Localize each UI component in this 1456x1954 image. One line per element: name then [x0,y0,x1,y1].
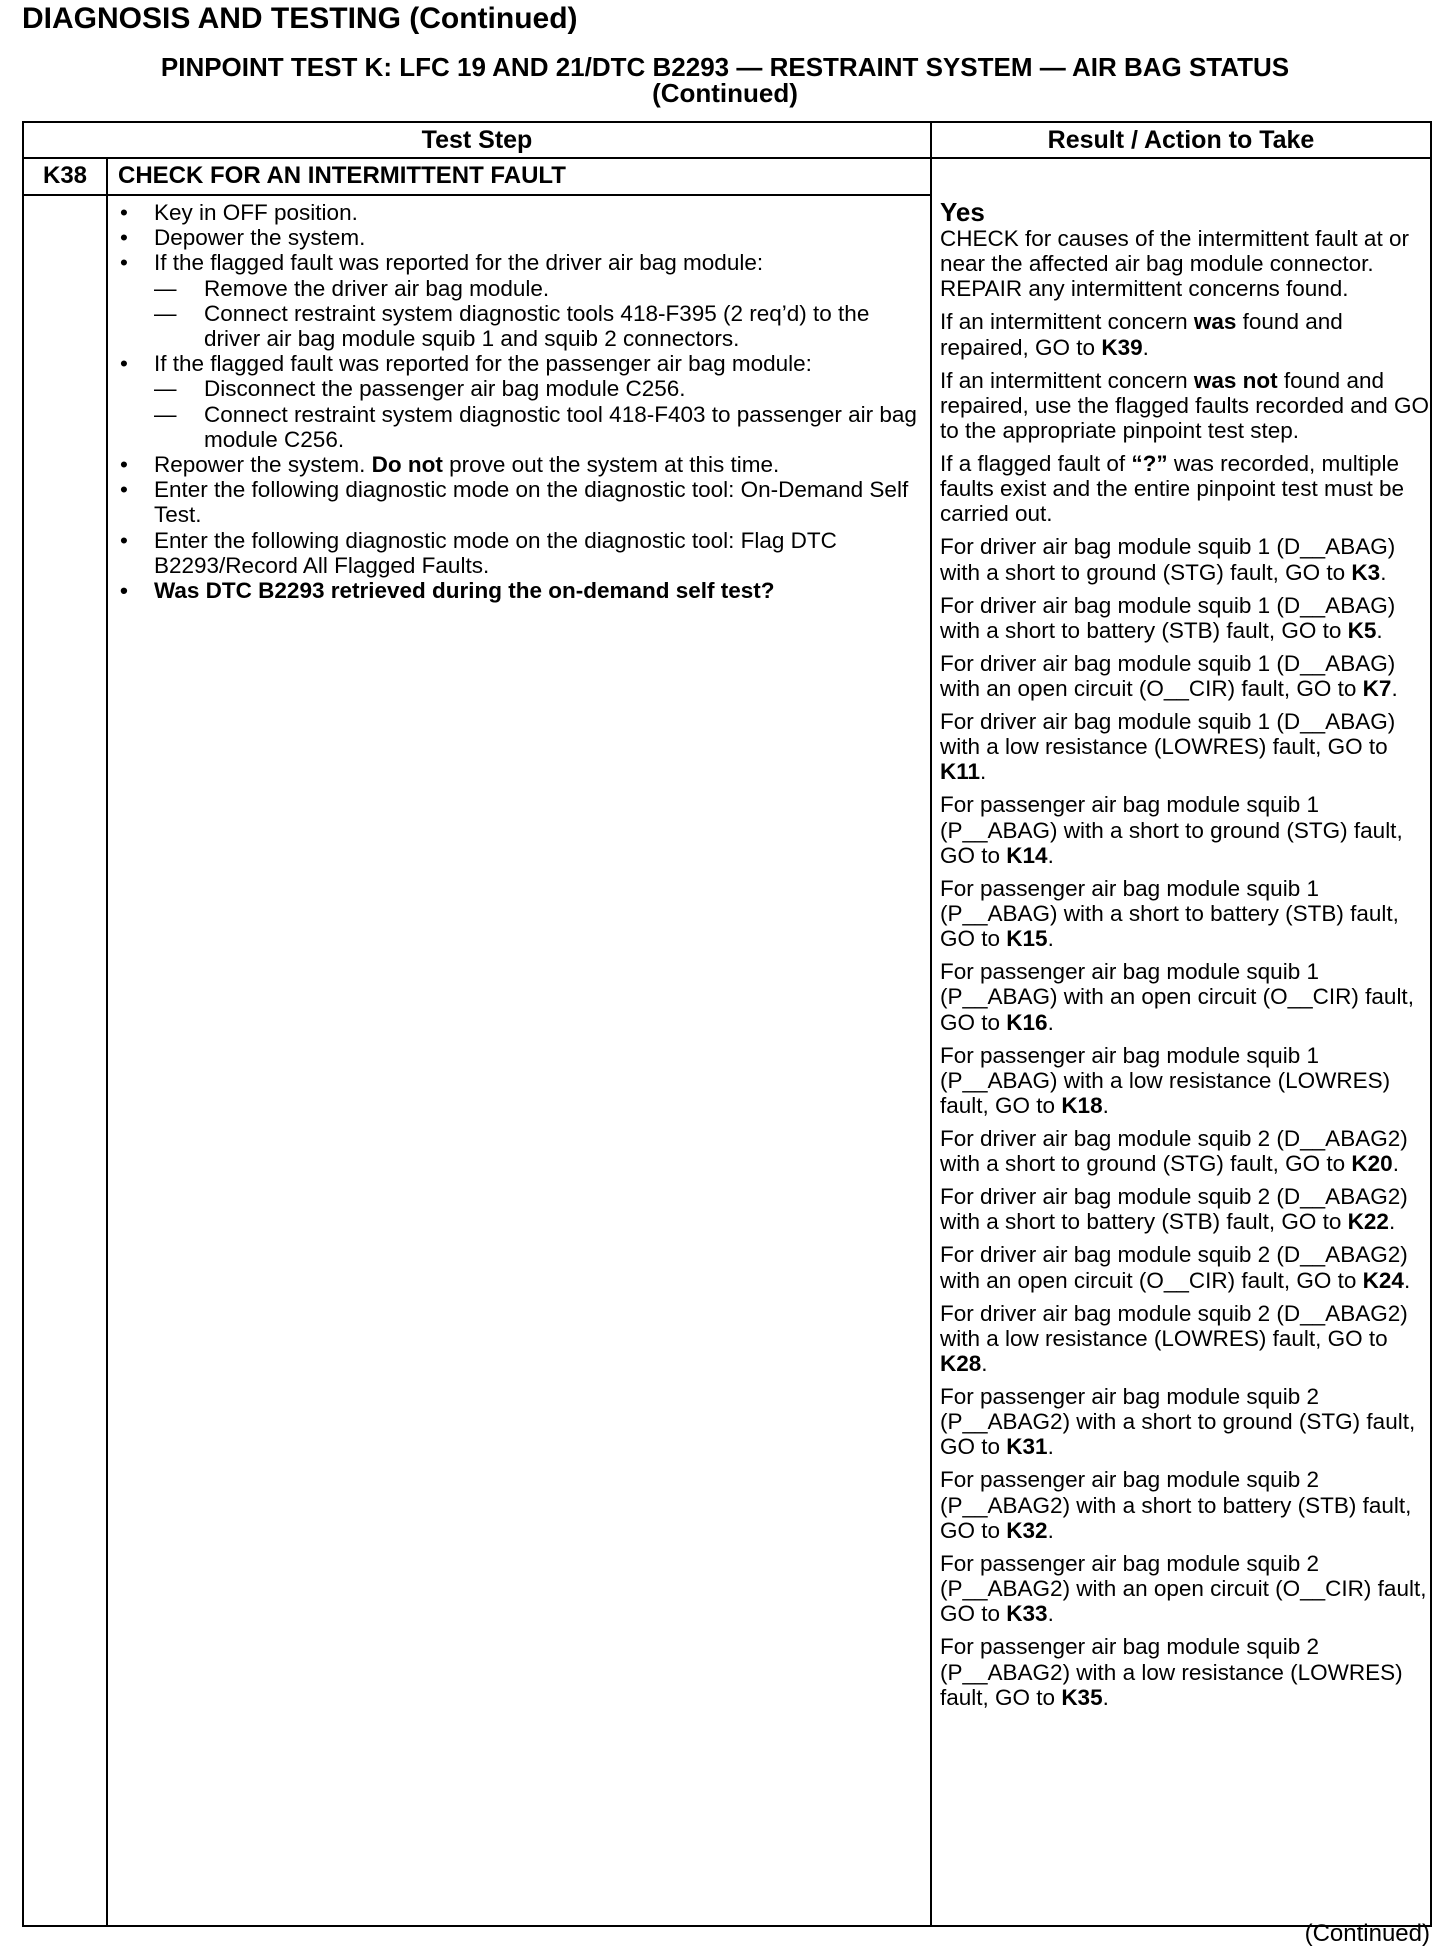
goto-step-ref: K16 [1006,1009,1048,1035]
fault-period: . [980,759,987,785]
list-item [112,477,922,527]
dash-icon: — [154,376,177,402]
fault-period: . [1102,1684,1109,1710]
fault-description: For passenger air bag module squib 2 (P__ABAG2) with a short to ground (STG) fault, GO to [940,1384,1416,1460]
fault-action-item [940,959,1430,1035]
result-text: found and repaired, use the flagged faults recorded and GO to the appropriate pinpoint test step. [940,367,1430,444]
fault-period: . [1047,1517,1054,1543]
step-text: Enter the following diagnostic mode on the diagnostic tool: On-Demand Self Test. [154,477,909,528]
fault-description: For passenger air bag module squib 2 (P__ABAG2) with a low resistance (LOWRES) fault, GO to [940,1634,1403,1710]
fault-description: For driver air bag module squib 1 (D__ABAG) with an open circuit (O__CIR) fault, GO to [940,650,1396,702]
fault-description: For driver air bag module squib 2 (D__ABAG2) with an open circuit (O__CIR) fault, GO to [940,1242,1408,1293]
fault-action-item [940,1126,1430,1176]
result-paragraph [940,451,1430,527]
fault-action-item [940,651,1430,701]
result-text-bold: was not [1193,367,1278,393]
list-item [112,250,922,275]
sub-list-item [112,301,922,351]
list-item [112,528,922,578]
goto-step-ref: K28 [940,1351,982,1377]
result-paragraph [940,309,1430,359]
pinpoint-test-title [60,54,1390,106]
fault-action-item [940,1242,1430,1292]
bullet-icon: • [120,477,128,503]
step-id: K38 [42,162,88,189]
dash-icon: — [154,401,177,427]
dash-icon: — [154,300,177,326]
fault-action-item [940,792,1430,868]
fault-action-list [940,534,1430,1709]
fault-description: For passenger air bag module squib 2 (P__ABAG2) with an open circuit (O__CIR) fault, GO to [940,1550,1427,1627]
fault-period: . [1047,1434,1054,1460]
step-text: Connect restraint system diagnostic tool 418-F403 to passenger air bag module C256. [204,401,917,452]
step-text-bold: Do not [371,452,443,478]
step-text: Remove the driver air bag module. [204,275,550,301]
goto-step-ref: K32 [1006,1517,1048,1543]
fault-description: For driver air bag module squib 1 (D__ABAG) with a short to ground (STG) fault, GO to [940,534,1396,585]
step-text: Repower the system. [154,452,372,478]
step-text: Depower the system. [154,225,366,251]
fault-description: For driver air bag module squib 2 (D__ABAG2) with a short to ground (STG) fault, GO to [940,1126,1408,1177]
fault-description: For passenger air bag module squib 1 (P__ABAG) with a short to ground (STG) fault, GO to [940,792,1403,868]
list-item [112,200,922,225]
fault-description: For driver air bag module squib 1 (D__ABAG) with a low resistance (LOWRES) fault, GO to [940,709,1396,760]
bullet-icon: • [120,527,128,553]
fault-action-item [940,1384,1430,1460]
result-text: . [1142,334,1149,360]
bullet-icon: • [120,200,128,225]
result-paragraph: CHECK for causes of the intermittent fault at or near the affected air bag module connector. REPAIR any intermittent concerns found. [940,226,1409,302]
bullet-icon: • [120,225,128,251]
pinpoint-test-title-continued: (Continued) [652,78,798,108]
goto-step-ref: K14 [1006,842,1048,868]
step-text: Connect restraint system diagnostic tools 418-F395 (2 req’d) to the driver air bag module squib 1 and squib 2 connectors. [204,300,870,352]
fault-description: For driver air bag module squib 2 (D__ABAG2) with a low resistance (LOWRES) fault, GO to [940,1300,1408,1351]
step-text: Key in OFF position. [154,200,358,225]
bullet-icon: • [120,250,128,276]
goto-step-ref: K15 [1006,926,1048,952]
fault-period: . [1403,1267,1411,1293]
result-paragraph [940,368,1430,444]
goto-step-ref: K24 [1362,1267,1404,1293]
goto-step-ref: K35 [1061,1684,1103,1710]
fault-description: For passenger air bag module squib 1 (P__ABAG) with an open circuit (O__CIR) fault, GO to [940,959,1414,1035]
fault-period: . [981,1351,988,1377]
goto-step-ref: K39 [1101,334,1143,360]
fault-period: . [1047,842,1054,868]
fault-period: . [1047,1009,1054,1035]
test-step-list [112,200,922,603]
footer-continued: (Continued) [1304,1920,1430,1947]
page-title: DIAGNOSIS AND TESTING (Continued) [22,2,578,35]
fault-period: . [1380,559,1387,585]
goto-step-ref: K11 [940,759,981,785]
yes-label: Yes [940,197,985,227]
goto-step-ref: K18 [1061,1093,1103,1119]
goto-step-ref: K22 [1347,1209,1389,1235]
step-text: prove out the system at this time. [442,452,780,478]
fault-action-item [940,1467,1430,1543]
fault-action-item [940,1551,1430,1627]
step-title-divider [22,194,932,196]
fault-action-item [940,1301,1430,1377]
bullet-icon: • [120,578,128,604]
step-id-divider [106,157,108,1927]
step-text: If the flagged fault was reported for the driver air bag module: [154,250,764,276]
step-title: CHECK FOR AN INTERMITTENT FAULT [118,162,566,189]
result-text: If an intermittent concern [940,367,1194,393]
sub-list-item [112,276,922,301]
goto-step-ref: K7 [1362,676,1392,702]
result-text: was recorded, multiple faults exist and the entire pinpoint test must be carried out. [940,451,1405,527]
fault-description: For passenger air bag module squib 2 (P__ABAG2) with a short to battery (STB) fault, GO to [940,1467,1412,1543]
pinpoint-test-title-text: PINPOINT TEST K: LFC 19 AND 21/DTC B2293 — RESTRAINT SYSTEM — AIR BAG STATUS [160,52,1290,82]
list-item-question [112,578,922,603]
column-divider [930,121,932,1927]
goto-step-ref: K5 [1347,617,1377,643]
fault-period: . [1391,676,1398,702]
sub-list-item [112,402,922,452]
fault-period: . [1102,1093,1109,1119]
list-item [112,225,922,250]
result-text-bold: “?” [1131,451,1168,477]
result-text: found and repaired, GO to [940,309,1343,360]
result-text-bold: was [1193,309,1237,335]
fault-period: . [1047,926,1054,952]
goto-step-ref: K33 [1006,1601,1048,1627]
fault-action-item [940,534,1430,584]
sub-list-item [112,376,922,401]
list-item [112,452,922,477]
fault-period: . [1388,1209,1396,1235]
fault-action-item [940,1634,1430,1710]
fault-description: For driver air bag module squib 2 (D__ABAG2) with a short to battery (STB) fault, GO to [940,1184,1408,1235]
result-text: If an intermittent concern [940,309,1194,335]
fault-period: . [1376,617,1383,643]
fault-action-item [940,876,1430,952]
fault-description: For passenger air bag module squib 1 (P__ABAG) with a short to battery (STB) fault, GO to [940,875,1399,952]
step-text: If the flagged fault was reported for the passenger air bag module: [154,351,812,377]
fault-period: . [1392,1151,1399,1177]
fault-period: . [1047,1601,1054,1627]
header-test-step: Test Step [421,126,533,154]
fault-action-item [940,709,1430,785]
goto-step-ref: K20 [1351,1151,1393,1177]
header-result-action: Result / Action to Take [1047,126,1315,154]
bullet-icon: • [120,452,128,478]
step-question: Was DTC B2293 retrieved during the on-demand self test? [154,578,775,604]
fault-description: For driver air bag module squib 1 (D__ABAG) with a short to battery (STB) fault, GO to [940,592,1396,643]
step-text: Enter the following diagnostic mode on the diagnostic tool: Flag DTC B2293/Record All Flagged Faults. [154,527,837,578]
step-text: Disconnect the passenger air bag module C256. [204,376,686,402]
goto-step-ref: K3 [1351,559,1381,585]
goto-step-ref: K31 [1006,1434,1048,1460]
dash-icon: — [154,275,177,301]
list-item [112,351,922,376]
fault-action-item [940,1043,1430,1119]
result-action-column [940,198,1430,1718]
fault-action-item [940,1184,1430,1234]
bullet-icon: • [120,351,128,377]
fault-action-item [940,593,1430,643]
fault-description: For passenger air bag module squib 1 (P__ABAG) with a low resistance (LOWRES) fault, GO to [940,1042,1391,1119]
result-text: If a flagged fault of [940,451,1132,477]
